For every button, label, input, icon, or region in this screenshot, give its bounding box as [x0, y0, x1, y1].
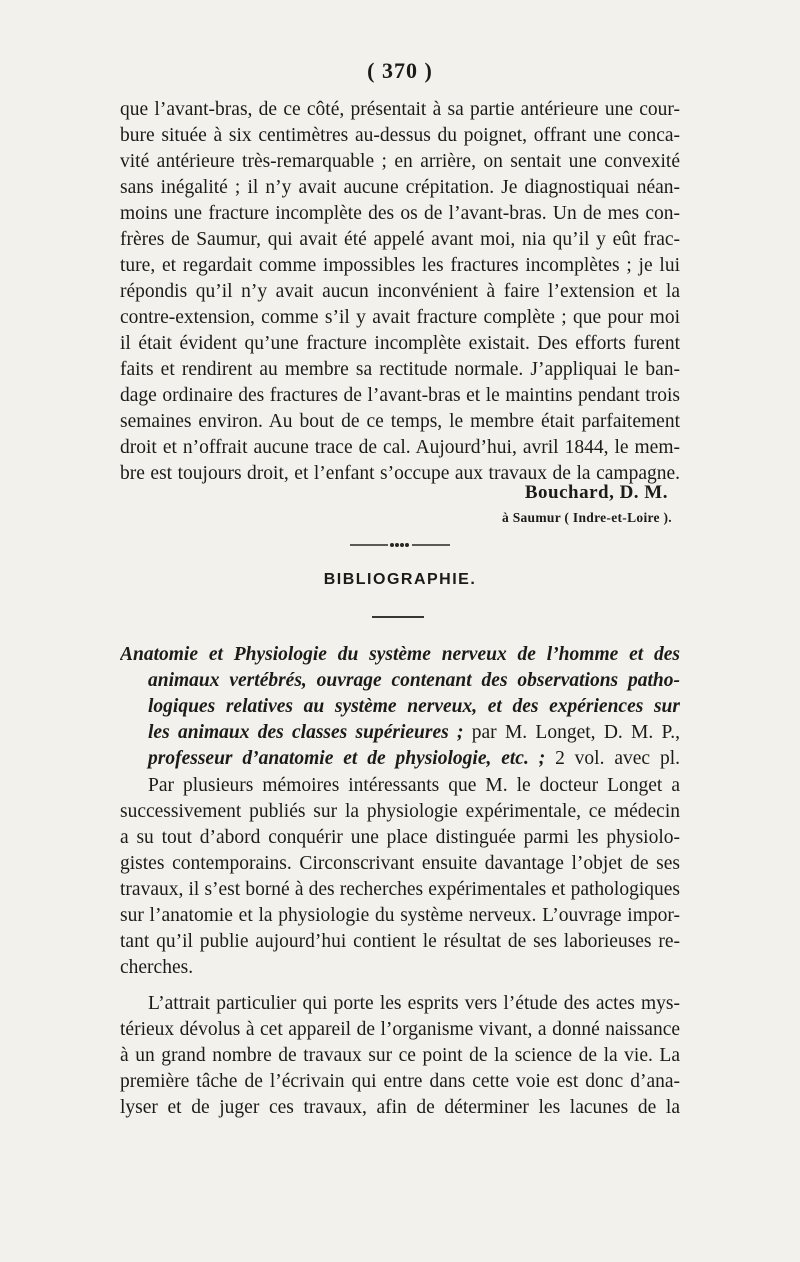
text-line: contre-extension, comme s’il y avait fracture complète ; que pour moi [120, 307, 680, 328]
text-line: semaines environ. Au bout de ce temps, le membre était parfaitement [120, 411, 680, 432]
book-title-fragment: professeur d’anatomie et de physiologie, etc. ; [148, 748, 556, 769]
text-line: dage ordinaire des fractures de l’avant-bras et le maintins pendant trois [120, 385, 680, 406]
section-heading: BIBLIOGRAPHIE. [323, 571, 477, 588]
text-line: bure située à six centimètres au-dessus du poignet, offrant une conca- [120, 125, 680, 146]
text-line: cherches. [120, 957, 194, 978]
letter-paragraph [120, 97, 680, 487]
book-volumes: 2 vol. avec pl. [555, 748, 680, 769]
text-line: moins une fracture incomplète des os de l’avant-bras. Un de mes con- [120, 203, 680, 224]
text-line: sur l’anatomie et la physiologie du système nerveux. L’ouvrage impor- [120, 905, 680, 926]
text-line: tant qu’il publie aujourd’hui contient le résultat de ses laborieuses re- [120, 931, 680, 952]
book-title-line: Anatomie et Physiologie du système nerveux de l’homme et des [120, 644, 680, 665]
text-line: répondis qu’il n’y avait aucun inconvénient à faire l’extension et la [120, 281, 680, 302]
review-paragraph [120, 991, 680, 1121]
text-line: que l’avant-bras, de ce côté, présentait à sa partie antérieure une cour- [120, 99, 680, 120]
text-line: lyser et de juger ces travaux, afin de déterminer les lacunes de la [120, 1097, 680, 1118]
text-line: L’attrait particulier qui porte les esprits vers l’étude des actes mys- [148, 993, 680, 1014]
text-line: a su tout d’abord conquérir une place distinguée parmi les physiolo- [120, 827, 680, 848]
text-line: il était évident qu’une fracture incomplète existait. Des efforts furent [120, 333, 680, 354]
text-line: travaux, il s’est borné à des recherches expérimentales et pathologiques [120, 879, 680, 900]
text-line: Par plusieurs mémoires intéressants que M. le docteur Longet a [148, 775, 680, 796]
book-title-line [120, 720, 680, 746]
text-line: vité antérieure très-remarquable ; en arrière, on sentait une convexité [120, 151, 680, 172]
text-line: première tâche de l’écrivain qui entre dans cette voie est donc d’ana- [120, 1071, 680, 1092]
text-line: ture, et regardait comme impossibles les fractures incomplètes ; je lui [120, 255, 680, 276]
heading-rule [372, 616, 424, 618]
signature-name: Bouchard, D. M. [524, 482, 668, 503]
text-line: gistes contemporains. Circonscrivant ensuite davantage l’objet de ses [120, 853, 680, 874]
text-line: sans inégalité ; il n’y avait aucune crépitation. Je diagnostiquai néan- [120, 177, 680, 198]
book-title-line: logiques relatives au système nerveux, et des expériences sur [148, 696, 680, 717]
text-line: faits et rendirent au membre sa rectitude normale. J’appliquai le ban- [120, 359, 680, 380]
signature-place: à Saumur ( Indre-et-Loire ). [501, 510, 672, 525]
page-number: ( 370 ) [367, 58, 433, 83]
text-line: droit et n’offrait aucune trace de cal. Aujourd’hui, avril 1844, le mem- [120, 437, 680, 458]
book-entry [120, 642, 680, 772]
book-author: par M. Longet, D. M. P., [471, 722, 680, 743]
text-line: à un grand nombre de travaux sur ce point de la science de la vie. La [120, 1045, 680, 1066]
text-line: bre est toujours droit, et l’enfant s’occupe aux travaux de la campagne. [120, 463, 680, 484]
book-title-line: animaux vertébrés, ouvrage contenant des observations patho- [148, 670, 680, 691]
text-line: successivement publiés sur la physiologie expérimentale, ce médecin [120, 801, 680, 822]
book-title-fragment: les animaux des classes supérieures ; [148, 722, 472, 743]
text-line: frères de Saumur, qui avait été appelé avant moi, nia qu’il y eût frac- [120, 229, 680, 250]
book-title-line [120, 746, 680, 772]
text-line: térieux dévolus à cet appareil de l’organisme vivant, a donné naissance [120, 1019, 680, 1040]
review-paragraph [120, 773, 680, 981]
divider-ornament [350, 540, 450, 550]
